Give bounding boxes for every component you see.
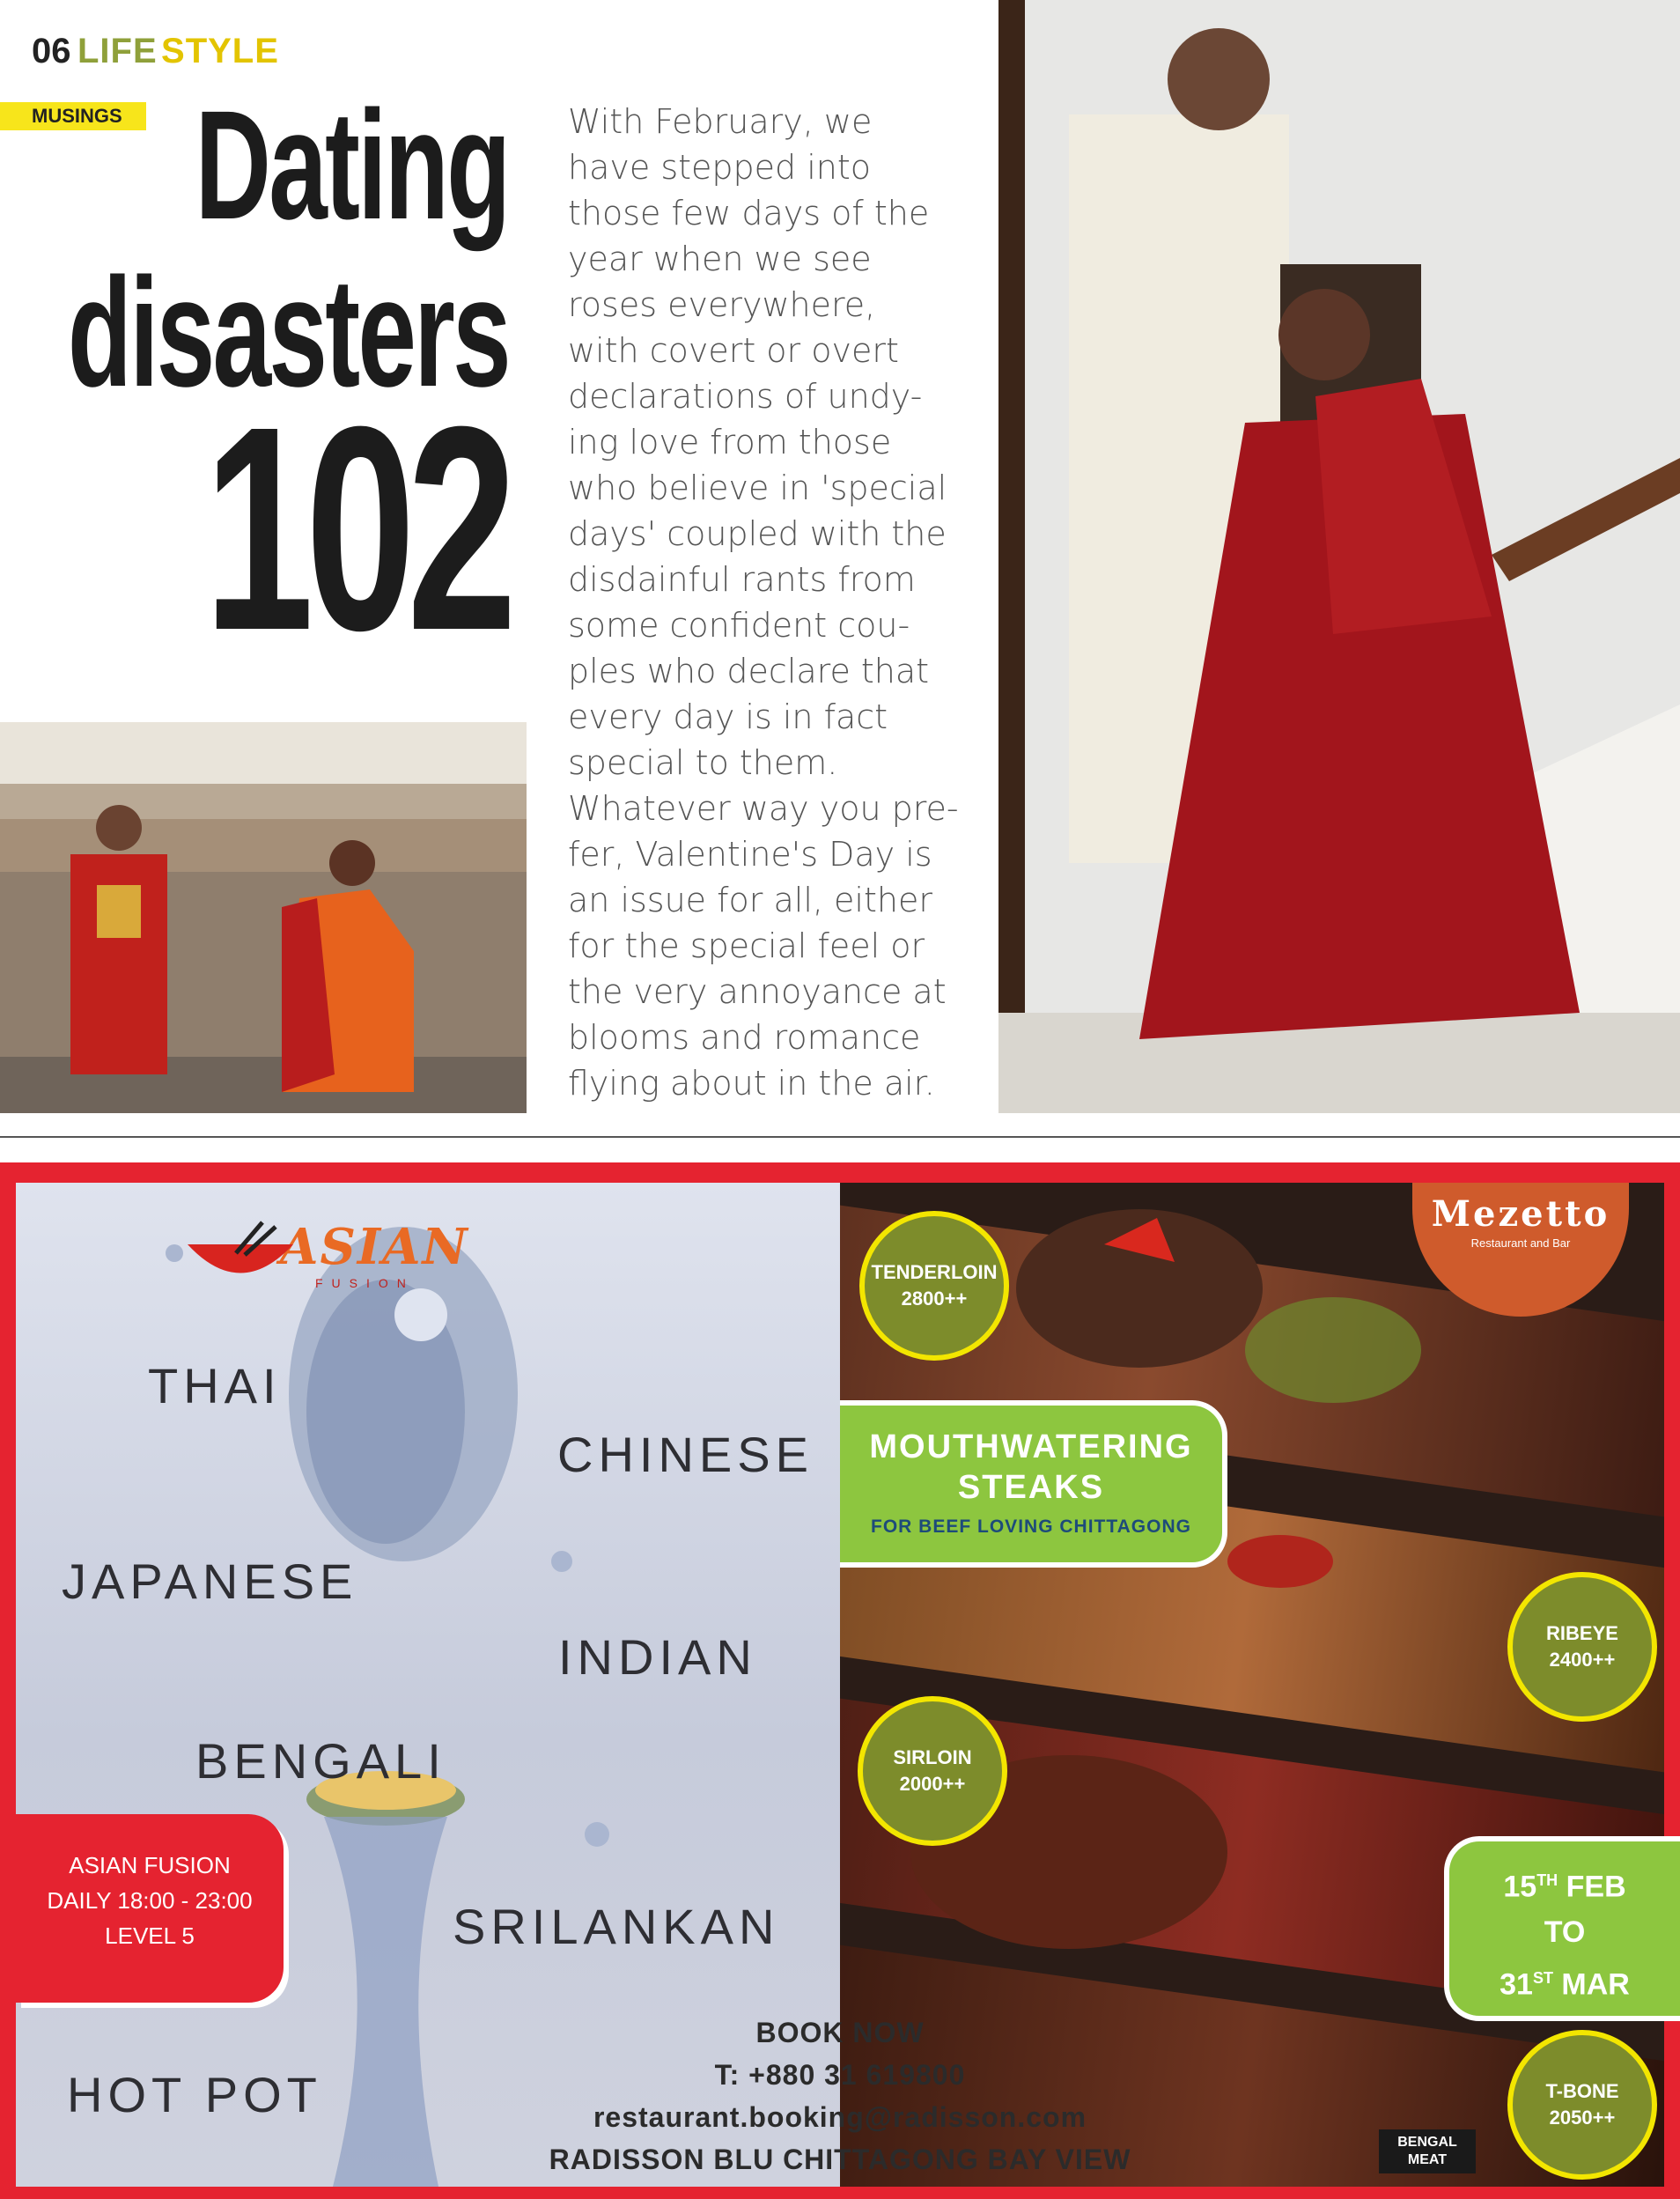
badge-name: T-BONE — [1545, 2080, 1619, 2102]
cuisine-indian: INDIAN — [558, 1629, 757, 1685]
body-line: for the special feel or — [568, 926, 925, 965]
body-line: those few days of the — [568, 194, 930, 232]
body-line: special to them. — [568, 743, 838, 782]
date-end-month: MAR — [1561, 1967, 1630, 2002]
body-line: blooms and romance — [568, 1018, 921, 1057]
cuisine-srilankan: SRILANKAN — [453, 1899, 780, 1954]
cuisine-bengali: BENGALI — [195, 1733, 446, 1789]
badge-tenderloin — [859, 1211, 1009, 1361]
badge-name: RIBEYE — [1546, 1622, 1618, 1644]
body-line: the very annoyance at — [568, 972, 947, 1011]
body-line: ing love from those — [568, 423, 892, 461]
date-from-day: 15 — [1503, 1870, 1537, 1904]
body-line: Whatever way you pre- — [568, 789, 959, 828]
section-life: LIFE — [77, 32, 158, 70]
asian-logo-sub: FUSION — [315, 1276, 415, 1290]
asian-logo — [280, 1218, 469, 1290]
headline-line2: STEAKS — [957, 1469, 1105, 1506]
body-line: with covert or overt — [568, 331, 899, 370]
subheadline: FOR BEEF LOVING CHITTAGONG — [871, 1516, 1191, 1537]
promo-dates — [1444, 1836, 1680, 2021]
article-title-line2: disasters — [67, 247, 509, 419]
booking-info — [532, 2011, 1148, 2181]
body-line: every day is in fact — [568, 697, 888, 736]
date-from-sup: TH — [1536, 1871, 1558, 1889]
date-end-day: 31 — [1499, 1967, 1533, 2002]
cuisine-chinese: CHINESE — [557, 1427, 814, 1482]
date-from-month: FEB — [1566, 1870, 1626, 1904]
info-line: ASIAN FUSION — [69, 1852, 231, 1878]
info-line: DAILY 18:00 - 23:00 — [47, 1887, 253, 1914]
date-to: TO — [1544, 1915, 1586, 1950]
page-number: 06 — [32, 32, 71, 70]
body-line: roses everywhere, — [568, 285, 876, 324]
body-line: disdainful rants from — [568, 560, 916, 599]
asian-fusion-hours — [16, 1814, 284, 2003]
body-line: declarations of undy- — [568, 377, 923, 416]
badge-price: 2800++ — [901, 1288, 968, 1310]
article-title-line1: Dating — [195, 79, 509, 252]
headline-line1: MOUTHWATERING — [869, 1428, 1193, 1465]
sponsor-line2: MEAT — [1407, 2152, 1448, 2167]
body-line: With February, we — [568, 102, 873, 141]
body-line: year when we see — [568, 240, 872, 278]
brand-name: Mezetto — [1431, 1193, 1610, 1235]
cuisine-thai: THAI — [148, 1358, 282, 1413]
section-divider — [0, 1136, 1680, 1138]
bengal-meat-logo — [1379, 2129, 1476, 2173]
badge-name: TENDERLOIN — [871, 1261, 998, 1283]
article-body — [568, 99, 969, 1106]
date-end-sup: ST — [1532, 1969, 1553, 1988]
book-email: restaurant.booking@radisson.com — [593, 2101, 1087, 2133]
article-title-number: 102 — [204, 365, 509, 690]
date-from — [1449, 1857, 1680, 1909]
section-title — [77, 32, 279, 71]
body-line: fer, Valentine's Day is — [568, 835, 932, 874]
asian-logo-text: ASIAN — [280, 1218, 469, 1276]
photo-couple-traditional — [998, 0, 1680, 1113]
badge-tbone — [1507, 2030, 1657, 2180]
date-end — [1449, 1955, 1680, 2007]
brand-sub: Restaurant and Bar — [1470, 1236, 1571, 1250]
book-phone: T: +880 31 619800 — [714, 2059, 966, 2091]
info-line: LEVEL 5 — [105, 1922, 195, 1949]
sponsor-line1: BENGAL — [1397, 2135, 1457, 2150]
body-line: some confident cou- — [568, 606, 910, 645]
badge-sirloin — [858, 1696, 1007, 1846]
body-line: have stepped into — [568, 148, 872, 187]
book-now: BOOK NOW — [755, 2017, 925, 2048]
body-line: flying about in the air. — [568, 1064, 935, 1103]
badge-price: 2400++ — [1549, 1649, 1616, 1671]
section-style: STYLE — [161, 32, 279, 70]
badge-price: 2000++ — [899, 1773, 966, 1795]
badge-ribeye — [1507, 1572, 1657, 1722]
body-line: an issue for all, either — [568, 881, 932, 919]
body-line: ples who declare that — [568, 652, 930, 690]
badge-name: SIRLOIN — [893, 1746, 972, 1768]
bowl-icon — [183, 1218, 298, 1288]
cuisine-japanese: JAPANESE — [62, 1553, 358, 1609]
body-line: days' coupled with the — [568, 514, 947, 553]
headline — [840, 1406, 1222, 1508]
cuisine-hotpot: HOT POT — [67, 2067, 322, 2122]
photo-couple-rooftop — [0, 722, 527, 1113]
headline-box — [840, 1400, 1227, 1568]
book-venue: RADISSON BLU CHITTAGONG BAY VIEW — [549, 2144, 1131, 2175]
category-tag: MUSINGS — [0, 102, 146, 130]
badge-price: 2050++ — [1549, 2107, 1616, 2129]
body-line: who believe in 'special — [568, 469, 947, 507]
